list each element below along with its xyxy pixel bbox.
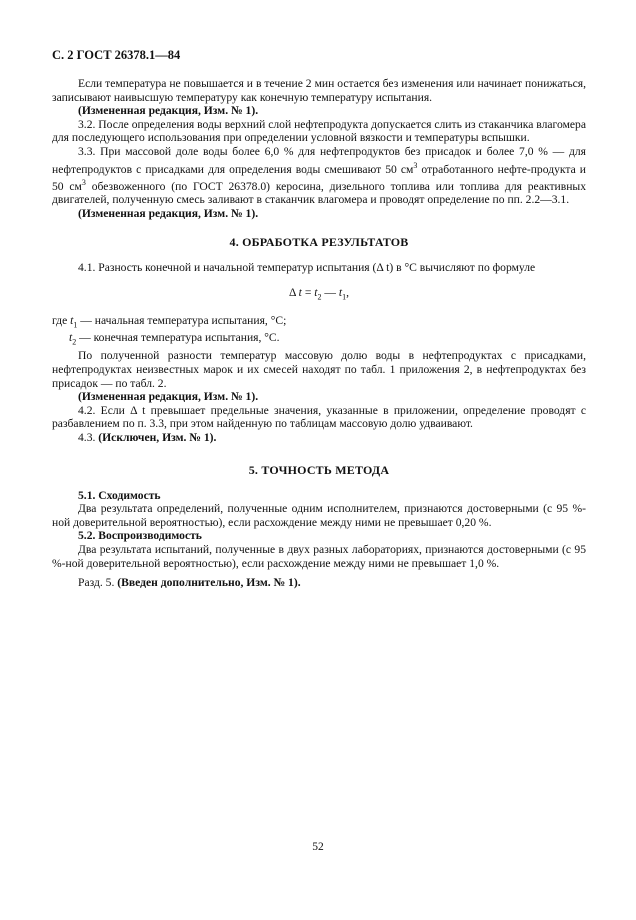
where-t1 [52,314,586,332]
paragraph-4-1: 4.1. Разность конечной и начальной температур испытания (Δ t) в °С вычисляют по формуле [78,260,536,274]
paragraph-3-2: 3.2. После определения воды верхний слой нефтепродукта допускается слить из стаканчика влагомера для последующего использования при определении условной вязкости и температуры вспышки. [52,117,586,145]
formula-t: t [298,286,302,300]
sup-cm3-a: 3 [413,160,418,170]
where-prefix: где [52,313,68,327]
formula-sub1: 1 [342,292,347,302]
paragraph-4-3 [52,431,586,445]
page-header: С. 2 ГОСТ 26378.1—84 [52,48,181,62]
page-number: 52 [312,841,324,853]
where-t2 [52,331,586,349]
formula-minus: — [324,286,336,300]
p43-num: 4.3. [78,430,96,444]
formula-sub2: 2 [317,292,322,302]
subsection-5-1-title: 5.1. Сходимость [78,488,161,502]
p33-part-b: отработанного нефте-продукта и 50 см [52,162,586,193]
var-t1-sub: 1 [73,319,78,329]
var-t1: t [70,313,74,327]
p43-text: (Исключен, Изм. № 1). [98,430,217,444]
paragraph-intro: Если температура не повышается и в течение 2 мин остается без изменения или начинает понижаться, записывают наивысшую температуру как конечную температуру испытания. [52,77,586,104]
amendment-note: (Измененная редакция, Изм. № 1). [78,207,259,221]
document-page [52,48,586,590]
where-t1-text: — начальная температура испытания, °С; [80,313,287,327]
paragraph-3-3 [52,145,586,207]
amendment-note: (Измененная редакция, Изм. № 1). [78,104,259,118]
formula [52,286,586,301]
formula-comma: , [346,286,350,300]
p33-part-c: обезвоженного (по ГОСТ 26378.0) керосина, дизельного топлива или топлива для реактивных двигателей, полученную смесь заливают в стаканчик влагомера и проводят определение по пп. 2.2—3.1. [52,179,586,207]
formula-eq: = [304,286,312,300]
var-t2: t [69,331,73,345]
subsection-5-1-text: Два результата определений, полученные одним исполнителем, признаются достоверными (с 95 %-ной доверительной вероятностью), если расхождение между ними не превышает 0,20 %. [52,502,586,529]
formula-delta: Δ [288,286,296,300]
subsection-5-2-text: Два результата испытаний, полученные в двух разных лабораториях, признаются достоверными (с 95 %-ной доверительной вероятностью), если расхождение между ними не превышает 1,0 %. [52,542,586,570]
razd-text: (Введен дополнительно, Изм. № 1). [117,576,301,590]
paragraph-4-2: 4.2. Если Δ t превышает предельные значения, указанные в приложении, определение проводят с разбавлением по п. 3.3, при этом найденную по таблицам массовую долю удваивают. [52,403,586,431]
section-5-note [52,576,586,590]
section-4-title: 4. ОБРАБОТКА РЕЗУЛЬТАТОВ [229,234,409,249]
formula-t1: t [338,286,343,300]
razd-prefix: Разд. 5. [78,576,115,590]
section-5-title: 5. ТОЧНОСТЬ МЕТОДА [248,462,390,477]
where-t2-text: — конечная температура испытания, °С. [79,331,280,345]
formula-t2: t [314,286,318,300]
amendment-note: (Измененная редакция, Изм. № 1). [78,390,259,404]
sup-cm3-b: 3 [81,178,86,188]
p33-part-a: 3.3. При массовой доле воды более 6,0 % для нефтепродуктов без присадок и более 7,0 % — для нефтепродуктов с присадками для определения воды смешивают 50 см [52,144,586,176]
paragraph-diff: По полученной разности температур массовую долю воды в нефтепродуктах с присадками, нефтепродуктах неизвестных марок и их смесей находят по табл. 1 приложения 2, в нефтепродуктах без присадок — по табл. 2. [52,349,586,390]
subsection-5-2-title: 5.2. Воспроизводимость [78,529,202,543]
var-t2-sub: 2 [72,337,77,347]
